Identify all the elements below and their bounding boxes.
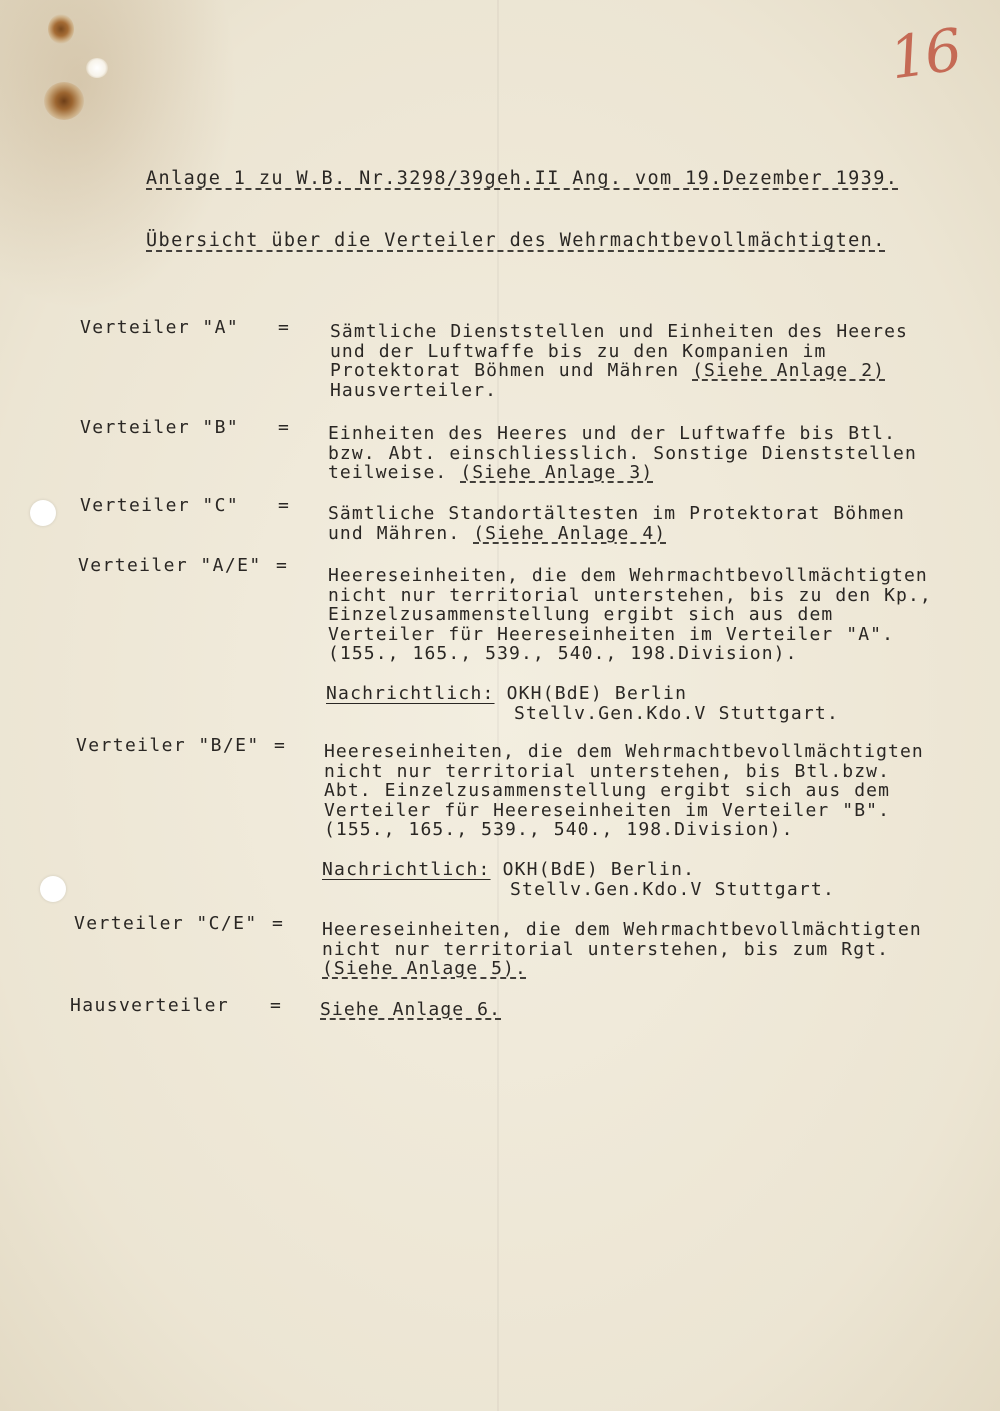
description-text: Einheiten des Heeres und der Luftwaffe bis Btl. bzw. Abt. einschliesslich. Sonstige Dienststellen teilweise. — [328, 423, 917, 483]
copy-recipient: Stellv.Gen.Kdo.V Stuttgart. — [510, 879, 835, 900]
punch-hole — [30, 500, 56, 526]
distribution-label: Verteiler "A" — [80, 317, 240, 338]
rust-stain — [48, 14, 74, 44]
description-text: Sämtliche Dienststellen und Einheiten des Heeres und der Luftwaffe bis zu den Kompanien im Protektorat Böhmen und Mähren — [330, 321, 908, 381]
distribution-description — [328, 566, 950, 664]
distribution-description — [330, 322, 930, 400]
distribution-label: Verteiler "A/E" — [78, 555, 262, 576]
equals-sign: = — [276, 555, 287, 576]
equals-sign: = — [270, 995, 281, 1016]
distribution-label: Verteiler "B/E" — [76, 735, 260, 756]
appendix-reference: Siehe Anlage 6. — [320, 999, 502, 1020]
distribution-label: Hausverteiler — [70, 995, 230, 1016]
distribution-description — [328, 424, 940, 483]
description-text: Sämtliche Standortältesten im Protektorat Böhmen und Mähren. — [328, 503, 905, 544]
distribution-label: Verteiler "C/E" — [74, 913, 258, 934]
distribution-label: Verteiler "C" — [80, 495, 240, 516]
rust-stain — [44, 82, 84, 120]
equals-sign: = — [278, 317, 289, 338]
handwritten-page-number: 16 — [885, 15, 965, 93]
appendix-reference: (Siehe Anlage 3) — [460, 462, 654, 483]
copy-notice — [326, 684, 839, 724]
distribution-description — [328, 504, 928, 543]
appendix-reference: (Siehe Anlage 5). — [322, 958, 527, 979]
equals-sign: = — [274, 735, 285, 756]
copy-recipient: OKH(BdE) Berlin — [506, 683, 688, 704]
distribution-description — [320, 1000, 920, 1020]
document-title: Übersicht über die Verteiler des Wehrmachtbevollmächtigten. — [146, 230, 886, 251]
copy-notice-label: Nachrichtlich: — [326, 683, 495, 704]
copy-notice — [322, 860, 835, 900]
copy-notice-label: Nachrichtlich: — [322, 859, 491, 880]
copy-recipient: Stellv.Gen.Kdo.V Stuttgart. — [514, 703, 839, 724]
punch-hole — [40, 876, 66, 902]
appendix-reference: (Siehe Anlage 2) — [692, 360, 886, 381]
paper-tear — [86, 58, 108, 78]
copy-recipient: OKH(BdE) Berlin. — [502, 859, 696, 880]
distribution-description — [322, 920, 946, 979]
description-text: Heereseinheiten, die dem Wehrmachtbevollmächtigten nicht nur territorial unterstehen, bis zum Rgt. — [322, 919, 922, 960]
description-suffix: Hausverteiler. — [330, 379, 498, 401]
document-reference-heading: Anlage 1 zu W.B. Nr.3298/39geh.II Ang. vom 19.Dezember 1939. — [146, 168, 899, 189]
appendix-reference: (Siehe Anlage 4) — [473, 522, 667, 544]
equals-sign: = — [278, 417, 289, 438]
equals-sign: = — [272, 913, 283, 934]
equals-sign: = — [278, 495, 289, 516]
description-text: Heereseinheiten, die dem Wehrmachtbevollmächtigten nicht nur territorial unterstehen, bis zu den Kp., Einzelzusammenstellung ergibt sich aus dem Verteiler für Heereseinheiten im Verteiler "A". (155., 165., 539., 540., 198.Division). — [328, 565, 932, 664]
distribution-label: Verteiler "B" — [80, 417, 240, 438]
distribution-description — [324, 742, 948, 840]
description-text: Heereseinheiten, die dem Wehrmachtbevollmächtigten nicht nur territorial unterstehen, bis Btl.bzw. Abt. Einzelzusammenstellung ergibt sich aus dem Verteiler für Heereseinheiten im Verteiler "B". (155., 165., 539., 540., 198.Division). — [324, 741, 924, 840]
